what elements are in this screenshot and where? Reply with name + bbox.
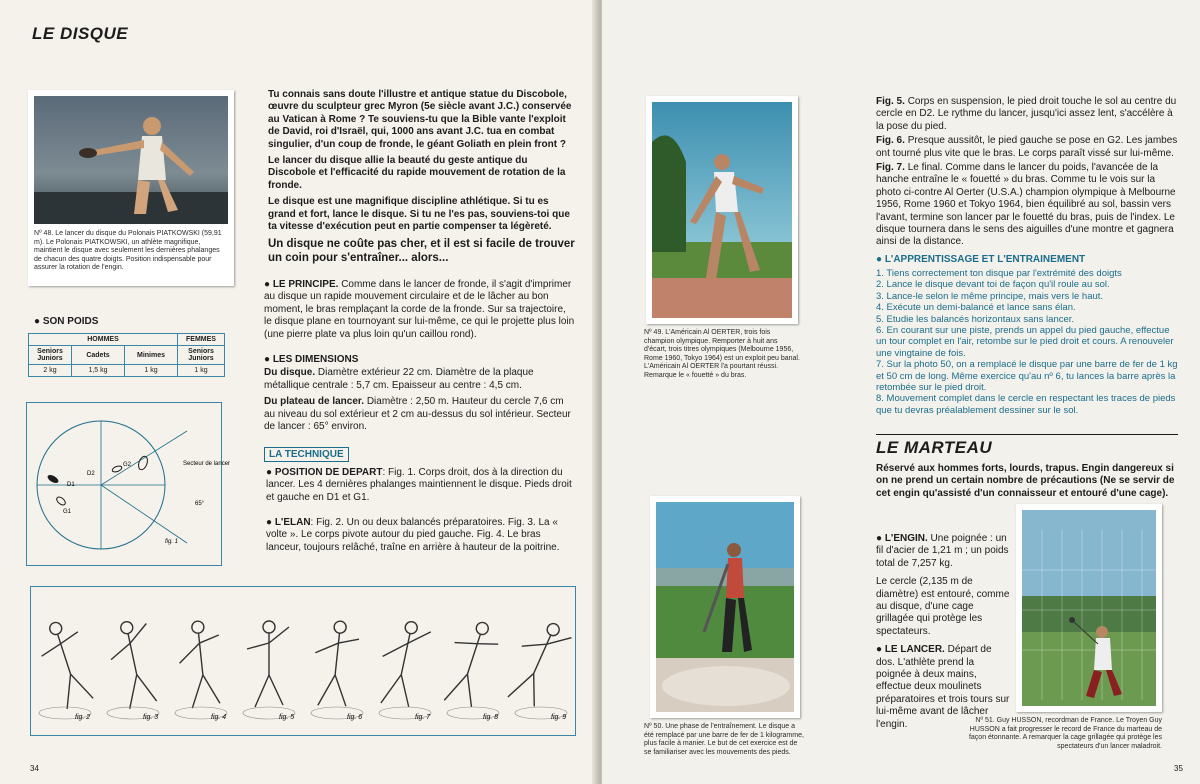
section-divider <box>876 434 1178 435</box>
table-header: Minimes <box>125 346 178 365</box>
depart-title: ● POSITION DE DEPART <box>266 467 382 478</box>
circle-diagram-drawing <box>27 403 231 565</box>
intro-paragraph: Le disque est une magnifique discipline athlétique. Si tu es grand et fort, lance le disque. Si tu ne l'es pas, souviens-toi que ta vitesse d'exécution peut en partie compenser ta légèreté. <box>268 196 570 233</box>
table-cell: 2 kg <box>29 365 72 377</box>
throw-figure <box>310 619 361 709</box>
apprentissage-title: ● L'APPRENTISSAGE ET L'ENTRAINEMENT <box>876 254 1085 266</box>
lancer-paragraph: ● LE LANCER. Départ de dos. L'athlète prend la poignée à deux mains, effectue deux moulinets préparatoires et trois tours sur lui-même avant de lâcher l'engin. <box>876 644 1012 731</box>
intro-paragraph: Tu connais sans doute l'illustre et antique statue du Discobole, œuvre du sculpteur grec Myron (5e siècle avant J.C.) conservée au Vatican à Rome ? Te souviens-tu que la Bible vante l'exploit de David, roi d'Israël, qui, 1000 ans avant J.C. tua en combat singulier, d'un coup de fronde, le géant Goliath en plein front ? <box>268 89 572 150</box>
step-item: 8. Mouvement complet dans le cercle en respectant les traces de pieds que tu devras préalablement dessiner sur le sol. <box>876 393 1176 416</box>
throw-sequence-box <box>30 586 576 736</box>
technique-title: LA TECHNIQUE <box>264 447 349 462</box>
cercle-paragraph: Le cercle (2,135 m de diamètre) est entouré, comme au disque, d'une cage grillagée qui protège les spectateurs. <box>876 576 1010 637</box>
principe-section <box>264 279 576 341</box>
principe-title: ● LE PRINCIPE. <box>264 279 338 290</box>
elan-section <box>266 517 576 554</box>
table-group-femmes: FEMMES <box>178 334 225 346</box>
left-page <box>0 0 598 784</box>
elan-text: : Fig. 2. Un ou deux balancés préparatoires. Fig. 3. La « volte ». Le corps pivote autour du pied gauche. Fig. 4. Le bras lanceur, toujours relâché, traîne en arrière à hauteur de la poitrine. <box>266 517 560 553</box>
dim-disque-label: Du disque. <box>264 367 316 379</box>
intro-text <box>268 89 576 265</box>
label-d2: D2 <box>87 471 95 477</box>
photo-caption: Nº 49. L'Américain Al OERTER, trois fois champion olympique. Remporter à huit ans d'écart, trois titres olympiques (Melbourne 1956, Rome 1960, Tokyo 1964) est un exploit peu banal. L'Américain Al OERTER l'a pourtant réussi. Remarque le « fouetté » du bras. <box>644 329 800 379</box>
fig5-paragraph: Fig. 5. Corps en suspension, le pied droit touche le sol au centre du cercle en D2. Le rythme du lancer, jusqu'ici assez lent, s'accélère à la pose du pied. <box>876 96 1177 132</box>
step-item: 1. Tiens correctement ton disque par l'extrémité des doigts <box>876 268 1122 279</box>
throw-figure <box>247 621 289 707</box>
photo-piatkowski <box>28 90 234 286</box>
fig-label: fig. 6 <box>347 714 363 721</box>
photo-caption: Nº 51. Guy HUSSON, recordman de France. Le Troyen Guy HUSSON a fait progresser le record de France du marteau de façon étonnante. A remarquer la cage grillagée qui protège les spectateurs d'un lancer maladroit. <box>968 717 1162 750</box>
son-poids-title: ● SON POIDS <box>34 316 98 328</box>
fig-label: fig. 4 <box>211 714 227 721</box>
fig-label: fig. 2 <box>75 714 91 721</box>
throw-figure <box>104 618 163 711</box>
steps-list <box>876 268 1180 416</box>
step-item: 6. En courant sur une piste, prends un appel du pied gauche, effectue un tour complet en l'air, retombe sur le pied droit et cours. A renouveler une vingtaine de fois. <box>876 325 1174 359</box>
photo-training <box>644 496 804 756</box>
table-cell: 1,5 kg <box>72 365 125 377</box>
fig-label: fig. 7 <box>415 714 431 721</box>
label-g1: G1 <box>63 509 72 515</box>
dim-disque-text: Diamètre extérieur 22 cm. Diamètre de la plaque métallique centrale : 5,7 cm. Epaisseur au centre : 4,5 cm. <box>264 367 534 391</box>
step-item: 5. Etudie les balancés horizontaux sans lancer. <box>876 313 1075 325</box>
label-fig1: fig. 1 <box>165 539 179 545</box>
throwing-circle-diagram <box>26 402 231 566</box>
right-page <box>602 0 1200 784</box>
table-header: Seniors Juniors <box>29 346 72 365</box>
weight-table-wrap <box>28 333 225 377</box>
page-number: 34 <box>30 764 39 773</box>
throw-figure <box>373 617 432 710</box>
step-item: 7. Sur la photo 50, on a remplacé le disque par une barre de fer de 1 kg et 50 cm de long. Même exercice qu'au nº 6, tu lances la barre après la retombée sur le pied droit. <box>876 359 1178 394</box>
throw-figure <box>33 617 100 712</box>
fig6-paragraph: Fig. 6. Presque aussitôt, le pied gauche se pose en G2. Les jambes ont tourné plus vite que le bras. Le corps paraît vissé sur lui-même. <box>876 135 1178 159</box>
figures-text <box>876 96 1178 249</box>
fig-label: fig. 9 <box>551 714 567 721</box>
fig7-paragraph: Fig. 7. Le final. Comme dans le lancer du poids, l'avancée de la hanche entraîne le « fouetté » du bras. Comme tu le vois sur la photo ci-contre Al Oerter (U.S.A.) champion olympique à Melbourne 1956, Rome 1960 et Tokyo 1964, bien équilibré au sol, bassin vers l'avant, termine son lancer par le fouetté du bras, puis de l'index. Le disque tournera dans le sens des aiguilles d'une montre et gagnera ainsi de la distance. <box>876 162 1176 248</box>
hammer-thrower-photo <box>1022 510 1156 706</box>
fig-label: fig. 3 <box>143 714 159 721</box>
label-g2: G2 <box>123 462 132 468</box>
label-d1: D1 <box>67 482 75 488</box>
step-item: 2. Lance le disque devant toi de façon qu'il roule au sol. <box>876 279 1110 291</box>
label-angle: 65° <box>195 501 205 507</box>
discus-thrower-photo <box>34 96 228 224</box>
engin-section <box>876 533 1012 731</box>
table-group-hommes: HOMMES <box>29 334 178 346</box>
marteau-intro: Réservé aux hommes forts, lourds, trapus. Engin dangereux si on ne prend un certain nombre de précautions (Ne se servir de cet engin qu'assisté d'un connaisseur et entouré d'une cage). <box>876 463 1175 499</box>
intro-paragraph: Un disque ne coûte pas cher, et il est si facile de trouver un coin pour s'entraîner... alors... <box>268 238 575 265</box>
throw-figure <box>175 619 226 709</box>
principe-text: Comme dans le lancer de fronde, il s'agit d'imprimer au disque un rapide mouvement circulaire et de le lâcher au bon moment, le bras remplaçant la corde de la fronde. Sur sa trajectoire, le disque plane en tournoyant sur lui-même, ce qui le projette plus loin (une pierre plate va plus loin qu'un caillou rond). <box>264 279 575 340</box>
page-title: LE DISQUE <box>32 24 129 43</box>
weight-table <box>28 333 225 377</box>
fig-label: fig. 8 <box>483 714 499 721</box>
step-item: 3. Lance-le selon le même principe, mais vers le haut. <box>876 290 1104 302</box>
depart-section <box>266 467 576 504</box>
dim-plateau-text: Diamètre : 2,50 m. Hauteur du cercle 7,6 cm au niveau du sol extérieur et 2 cm au-dessus du sol intérieur. Secteur de lancer : 65° environ. <box>264 396 571 433</box>
page-number: 35 <box>1174 764 1183 773</box>
photo-oerter <box>644 96 800 379</box>
intro-paragraph: Le lancer du disque allie la beauté du geste antique du Discobole et l'efficacité du rapide mouvement de rotation de la fronde. <box>268 155 566 191</box>
table-header: Seniors Juniors <box>178 346 225 365</box>
throw-figure <box>437 616 504 711</box>
elan-title: ● L'ELAN <box>266 517 311 528</box>
photo-husson <box>968 504 1162 750</box>
table-cell: 1 kg <box>178 365 225 377</box>
dim-plateau-label: Du plateau de lancer. <box>264 396 365 408</box>
photo-caption: Nº 50. Une phase de l'entraînement. Le disque a été remplacé par une barre de fer de 1 kilogramme, plus facile à manier. Le but de cet exercice est de se familiariser avec les mouvements des pieds. <box>644 723 804 756</box>
depart-text: : Fig. 1. Corps droit, dos à la direction du lancer. Les 4 dernières phalanges maintiennent le disque. Pieds droit et gauche en D1 et G1. <box>266 467 572 503</box>
step-item: 4. Exécute un demi-balancé et lance sans élan. <box>876 302 1076 314</box>
dimensions-section <box>264 354 576 433</box>
technique-heading <box>264 444 349 462</box>
oerter-photo <box>652 102 792 318</box>
throw-figure <box>501 615 574 711</box>
fig-label: fig. 5 <box>279 714 295 721</box>
photo-caption: Nº 48. Le lancer du disque du Polonais PIATKOWSKI (59,91 m). Le Polonais PIATKOWSKI, un athlète magnifique, maintient le disque avec seulement les dernières phalanges de chacun des quatre doigts. Position indispensable pour assurer la rotation de l'engin. <box>34 230 222 271</box>
dimensions-title: ● LES DIMENSIONS <box>264 354 576 366</box>
marteau-title: LE MARTEAU <box>876 438 993 457</box>
training-photo <box>656 502 794 712</box>
table-cell: 1 kg <box>125 365 178 377</box>
label-sector: Secteur de lancer <box>183 461 231 467</box>
throw-sequence-drawing <box>31 587 575 735</box>
table-header: Cadets <box>72 346 125 365</box>
engin-paragraph: ● L'ENGIN. Une poignée : un fil d'acier de 1,21 m ; un poids total de 7,257 kg. <box>876 533 1012 570</box>
